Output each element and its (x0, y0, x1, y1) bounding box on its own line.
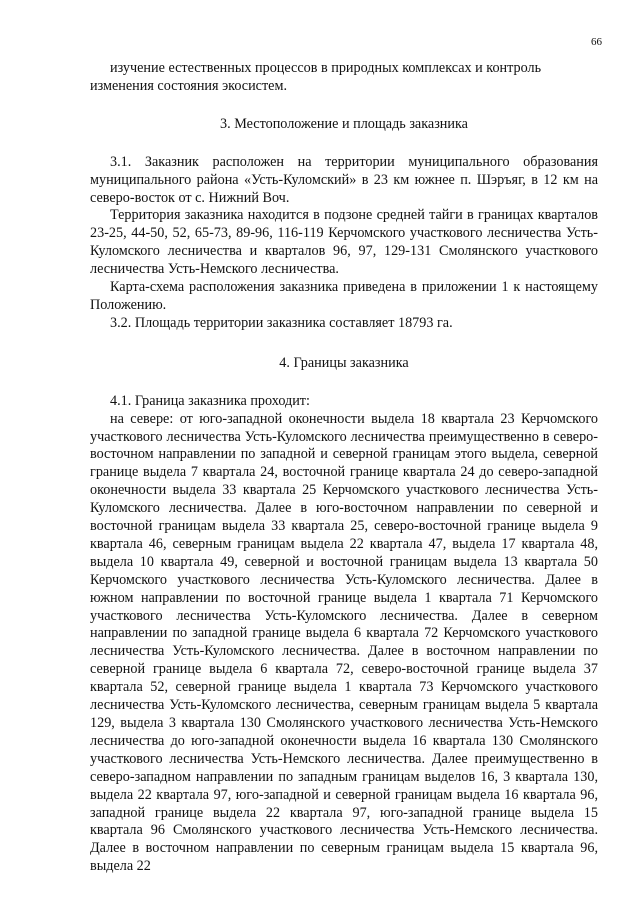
section-3-paragraph-2: Территория заказника находится в подзоне средней тайги в границах кварталов 23-25, 44-50, 52, 65-73, 89-96, 116-119 Керчомского участкового лесничества Усть-Куломского лесничества и кварталов 96, 97, 129-131 Смолянского участкового лесничества Усть-Немского лесничества. (90, 207, 598, 278)
section-3-paragraph-1: 3.1. Заказник расположен на территории муниципального образования муниципального района «Усть-Куломский» в 23 км южнее п. Шэръяг, в 12 км на северо-восток от с. Нижний Воч. (90, 153, 598, 206)
intro-line-2: изменения состояния экосистем. (90, 77, 287, 94)
section-4-paragraph-1: 4.1. Граница заказника проходит: (110, 392, 310, 409)
section-3-paragraph-4: 3.2. Площадь территории заказника составляет 18793 га. (110, 314, 453, 331)
section-4-paragraph-2: на севере: от юго-западной оконечности выдела 18 квартала 23 Керчомского участкового лесничества Усть-Куломского лесничества преимущественно в северо-восточном направлении по западной и северной границам этого выдела, северной границе выдела 7 квартала 24, восточной границе квартала 24 до северо-западной оконечности выдела 33 квартала 25 Керчомского участкового лесничества Усть-Куломского лесничества. Далее в юго-восточном направлении по северной и восточной границам выдела 33 квартала 25, северо-восточной границе выдела 9 квартала 46, северным границам выдела 22 квартала 47, выдела 17 квартала 48, выдела 10 квартала 49, северной и восточной границам выдела 13 квартала 50 Керчомского участкового лесничества Усть-Куломского лесничества. Далее в южном направлении по восточной границе выдела 1 квартала 71 Керчомского участкового лесничества Усть-Куломского лесничества. Далее в северном направлении по западной границе выдела 6 квартала 72 Керчомского участкового лесничества Усть-Куломского лесничества. Далее в восточном направлении по северной границе выдела 6 квартала 72, северо-восточной границе выдела 37 квартала 52, северной границе выдела 1 квартала 73 Керчомского участкового лесничества Усть-Куломского лесничества, северным границам выдела 5 квартала 129, выдела 3 квартала 130 Смолянского участкового лесничества Усть-Немского лесничества до юго-западной оконечности выдела 16 квартала 130 Смолянского участкового лесничества Усть-Немского лесничества. Далее преимущественно в северо-западном направлении по западным границам выделов 16, 3 квартала 130, выдела 22 квартала 97, юго-западной и северной границам выдела 16 квартала 96, западной границе выдела 22 квартала 97, юго-западной границе выдела 15 квартала 96 Смолянского участкового лесничества Усть-Немского лесничества. Далее в восточном направлении по северным границам выдела 15 квартала 96, выдела 22 (90, 410, 598, 875)
page-number: 66 (591, 36, 602, 48)
section-3-heading: 3. Местоположение и площадь заказника (220, 115, 468, 132)
intro-line-1: изучение естественных процессов в природных комплексах и контроль (110, 60, 542, 76)
document-body (90, 60, 598, 876)
section-3-paragraph-3: Карта-схема расположения заказника приведена в приложении 1 к настоящему Положению. (90, 279, 598, 313)
section-4-heading: 4. Границы заказника (279, 354, 409, 371)
